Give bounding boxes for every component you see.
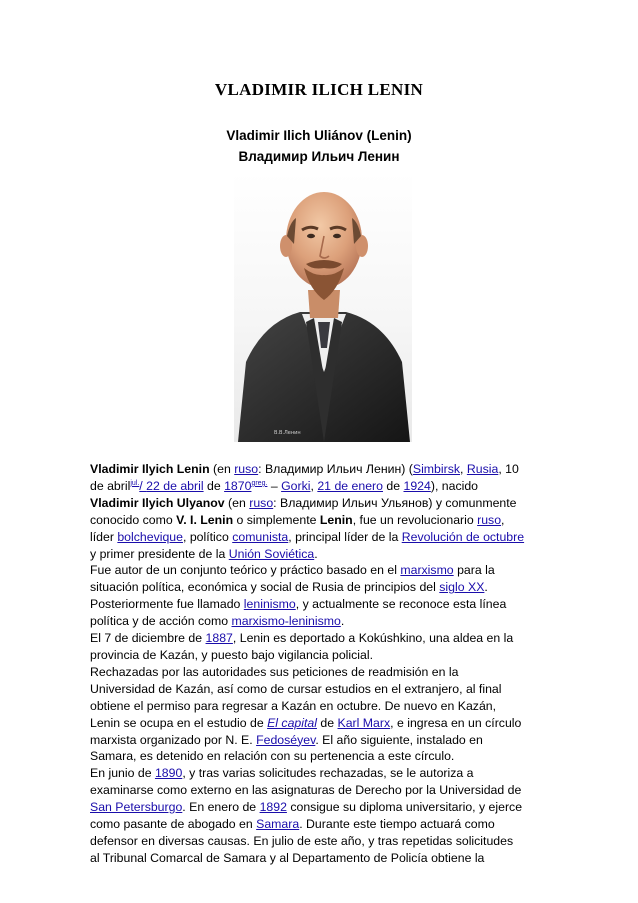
text: . En enero de [182,800,260,815]
link-22-de-abril[interactable]: 22 de abril [146,478,204,493]
text: , [501,512,505,527]
subtitle-cyrillic: Владимир Ильич Ленин [238,149,400,164]
link-21-de-enero[interactable]: 21 de enero [317,478,383,493]
text: , [310,478,318,493]
text: Rechazadas por las autoridades sus peticiones de readmisión en la [90,664,459,679]
text: Fue autor de un conjunto teórico y práctico basado en el [90,563,401,578]
text: examinarse como externo en las asignaturas de Derecho por la Universidad de [90,783,522,798]
text: al Tribunal Comarcal de Samara y al Departamento de Policía obtiene la [90,850,485,865]
text: . Durante este tiempo actuará como [299,817,495,832]
text: En junio de [90,766,155,781]
text: : Владимир Ильич Ульянов) y comunmente [273,495,517,510]
link-greg[interactable]: greg. [251,479,268,487]
initials-bold: V. I. Lenin [176,512,234,527]
link-1892[interactable]: 1892 [259,800,287,815]
text: : Владимир Ильич Ленин) ( [258,462,413,476]
text: política y de acción como [90,614,232,629]
name-bold: Vladimir Ilyich Lenin [90,462,210,476]
link-union-sovietica[interactable]: Unión Soviética [228,546,315,561]
link-ruso[interactable]: ruso [234,462,259,476]
text: defensor en diversas causas. En julio de este año, y tras repetidas solicitudes [90,833,514,848]
paragraph-marxism [90,562,552,630]
text: como pasante de abogado en [90,817,257,832]
text: , Lenin es deportado a Kokúshkino, una aldea en la [232,631,514,646]
link-rusia[interactable]: Rusia [466,462,499,476]
text: obtiene el permiso para regresar a Kazán en octubre. De nuevo en Kazán, [90,698,497,713]
text: Lenin se ocupa en el estudio de [90,715,268,730]
paragraph-deportation [90,630,552,664]
link-marxismo[interactable]: marxismo [400,563,454,578]
text: y primer presidente de la [90,546,229,561]
link-1887[interactable]: 1887 [205,631,233,646]
text: líder [90,529,118,544]
birth-name-bold: Vladimir Ilyich Ulyanov [90,495,225,510]
paragraph-law-degree [90,765,552,866]
link-1890[interactable]: 1890 [154,766,183,781]
text: . El año siguiente, instalado en [315,732,483,747]
text: El 7 de diciembre de [90,631,206,646]
lenin-bold: Lenin [319,512,353,527]
text: Posteriormente fue llamado [90,597,244,612]
text: marxista organizado por N. E. [90,732,257,747]
text: ), nacido [430,478,479,493]
document-title: VLADIMIR ILICH LENIN [214,80,424,99]
link-ruso[interactable]: ruso [249,495,274,510]
lenin-portrait [234,172,412,442]
link-karl-marx[interactable]: Karl Marx [337,715,391,730]
link-simbirsk[interactable]: Simbirsk [412,462,461,476]
link-siglo-xx[interactable]: siglo XX [439,580,485,595]
text: de [203,478,225,493]
paragraph-intro [90,461,552,562]
text: , y tras varias solicitudes rechazadas, se le autoriza a [182,766,474,781]
link-samara[interactable]: Samara [256,817,300,832]
text: , 10 [498,462,519,476]
link-revolucion-de-octubre[interactable]: Revolución de octubre [401,529,525,544]
text: de [316,715,338,730]
link-jul[interactable]: jul. [130,479,140,487]
text: , e ingresa en un círculo [390,715,522,730]
text: , principal líder de la [288,529,402,544]
subtitle-latin: Vladimir Ilich Uliánov (Lenin) [226,128,412,143]
link-san-petersburgo[interactable]: San Petersburgo [90,800,183,815]
link-slash[interactable]: / [139,478,147,493]
link-el-capital[interactable]: El capital [267,715,317,730]
link-fedoseyev[interactable]: Fedoséyev [256,732,316,747]
link-ruso[interactable]: ruso [477,512,502,527]
text: Samara, es detenido en relación con su pertenencia a este círculo. [90,749,455,764]
text: situación política, económica y social de Rusia de principios del [90,580,440,595]
text: , político [182,529,233,544]
link-comunista[interactable]: comunista [232,529,289,544]
text: , y actualmente se reconoce esta línea [295,597,507,612]
link-leninismo[interactable]: leninismo [243,597,296,612]
article-body [90,461,552,867]
text: provincia de Kazán, y puesto bajo vigilancia policial. [90,647,373,662]
text: (en [209,462,235,476]
portrait-caption: В.В.Ленин [274,430,301,436]
link-1924[interactable]: 1924 [403,478,431,493]
link-bolchevique[interactable]: bolchevique [117,529,183,544]
text: , fue un revolucionario [352,512,478,527]
text: . [484,580,488,595]
text: (en [224,495,250,510]
text: de [382,478,404,493]
paragraph-kazan [90,664,552,765]
text: , [460,462,467,476]
text: Universidad de Kazán, así como de cursar estudios en el extranjero, al final [90,681,502,696]
text: o simplemente [233,512,320,527]
link-1870[interactable]: 1870 [224,478,252,493]
text: . [314,546,318,561]
text: – [267,478,282,493]
text: conocido como [90,512,177,527]
text: consigue su diploma universitario, y ejerce [286,800,523,815]
link-marxismo-leninismo[interactable]: marxismo-leninismo [231,614,341,629]
text: . [340,614,345,629]
text: de abril [90,478,131,493]
text: para la [453,563,495,578]
link-gorki[interactable]: Gorki [281,478,311,493]
